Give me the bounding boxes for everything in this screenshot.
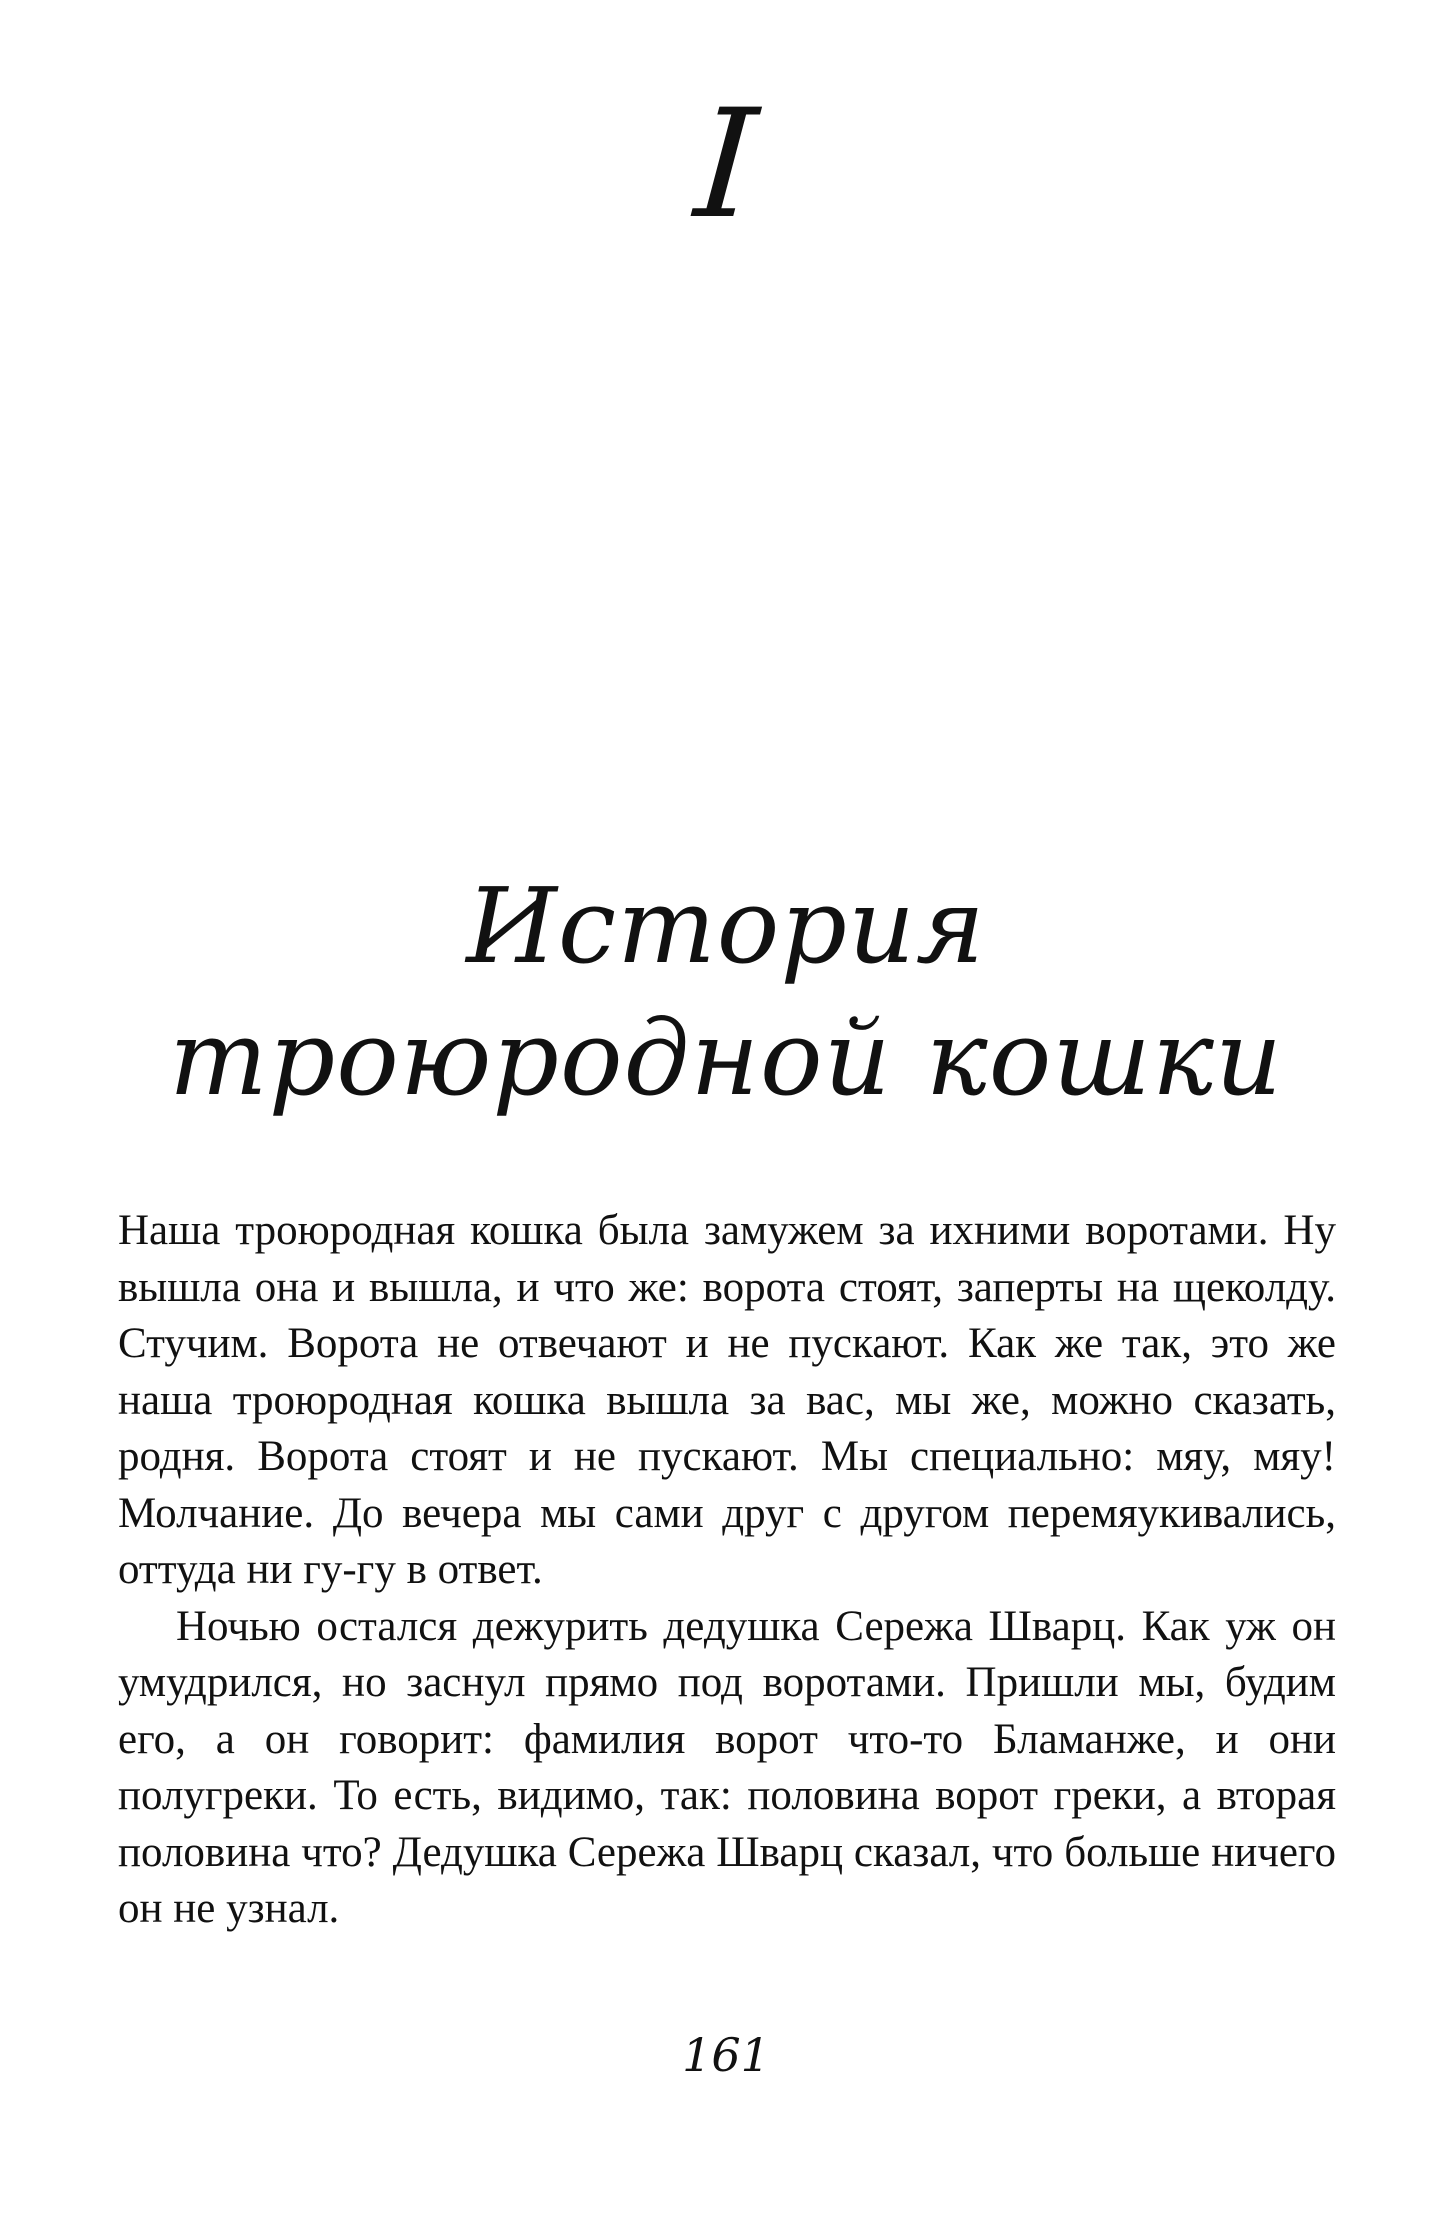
- page-number: 161: [682, 2028, 770, 2082]
- chapter-title-line-1: История: [466, 865, 986, 987]
- paragraph-2: Ночью остался дежурить дедушка Сережа Шварц. Как уж он умудрился, но заснул прямо под воротами. Пришли мы, будим его, а он говорит: фамилия ворот что-то Бламанже, и они полугреки. То есть, видимо, так: половина ворот греки, а вторая половина что? Дедушка Сережа Шварц сказал, что больше ничего он не узнал.: [118, 1602, 1336, 1932]
- body-text: [118, 1203, 1336, 1938]
- chapter-title-line-2: троюродной кошки: [169, 997, 1283, 1119]
- chapter-title: [0, 860, 1452, 1124]
- chapter-number: I: [690, 78, 762, 252]
- paragraph-1: Наша троюродная кошка была замужем за ихними воротами. Ну вышла она и вышла, и что же: ворота стоят, заперты на щеколду. Стучим. Ворота не отвечают и не пускают. Как же так, это же наша троюродная кошка вышла за вас, мы же, можно сказать, родня. Ворота стоят и не пускают. Мы специально: мяу, мяу! Молчание. До вечера мы сами друг с другом перемяукивались, оттуда ни гу-гу в ответ.: [118, 1207, 1336, 1593]
